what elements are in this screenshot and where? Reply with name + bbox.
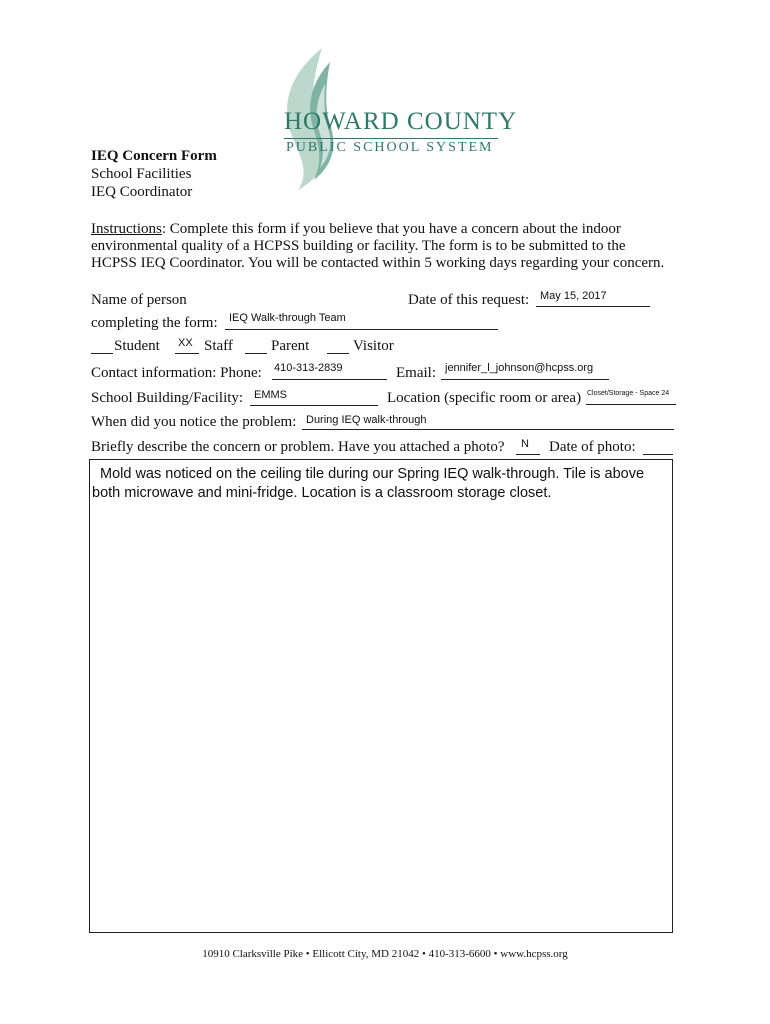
role-row (91, 337, 511, 357)
instructions-line-1 (91, 221, 621, 238)
building-underline (250, 405, 378, 406)
when-underline (302, 429, 674, 430)
name-field[interactable] (225, 312, 498, 330)
form-title: IEQ Concern Form (91, 148, 217, 164)
contact-label: Contact information: Phone: (91, 365, 262, 381)
location-underline (586, 404, 676, 405)
form-subtitle-ieq-coordinator: IEQ Coordinator (91, 184, 193, 200)
photo-date-label: Date of photo: (549, 439, 636, 455)
staff-mark: XX (178, 337, 193, 349)
staff-underline (175, 353, 199, 354)
name-label-2: completing the form: (91, 315, 218, 331)
date-field[interactable] (536, 290, 650, 308)
role-visitor-label: Visitor (353, 338, 394, 354)
logo-divider (284, 138, 498, 139)
date-value: May 15, 2017 (540, 290, 607, 302)
form-subtitle-school-facilities: School Facilities (91, 166, 192, 182)
footer-address: 10910 Clarksville Pike • Ellicott City, MD 21042 • 410-313-6600 • www.hcpss.org (202, 948, 568, 960)
description-text: Mold was noticed on the ceiling tile during our Spring IEQ walk-through. Tile is above both microwave and mini-fridge. Location is a classroom storage closet. (92, 466, 645, 501)
building-label: School Building/Facility: (91, 390, 244, 406)
date-underline (536, 306, 650, 307)
location-value: Closet/Storage - Space 24 (587, 390, 670, 397)
name-label-1: Name of person (91, 292, 187, 308)
when-field[interactable] (302, 413, 674, 431)
phone-underline (272, 379, 387, 380)
when-label: When did you notice the problem: (91, 414, 297, 430)
student-blank[interactable] (91, 353, 113, 354)
staff-blank[interactable] (175, 337, 199, 355)
describe-label: Briefly describe the concern or problem. Have you attached a photo? (91, 439, 505, 455)
photo-field[interactable] (516, 437, 540, 455)
instructions-text-1: : Complete this form if you believe that you have a concern about the indoor (161, 221, 621, 237)
name-underline (225, 329, 498, 330)
hcpss-logo (270, 44, 518, 194)
instructions-line-2: environmental quality of a HCPSS building or facility. The form is to be submitted to the (91, 238, 626, 254)
email-field[interactable] (441, 362, 609, 380)
photo-date-blank[interactable] (643, 454, 673, 455)
email-label: Email: (396, 365, 436, 381)
role-parent-label: Parent (271, 338, 310, 354)
name-value: IEQ Walk-through Team (229, 312, 346, 324)
email-value: jennifer_l_johnson@hcpss.org (445, 362, 594, 374)
parent-blank[interactable] (245, 353, 267, 354)
logo-line-1: HOWARD COUNTY (284, 108, 518, 135)
description-box[interactable] (89, 459, 673, 933)
photo-value: N (521, 438, 529, 450)
role-staff-label: Staff (204, 338, 233, 354)
phone-value: 410-313-2839 (274, 362, 343, 374)
logo-line-2: PUBLIC SCHOOL SYSTEM (286, 140, 494, 155)
location-label: Location (specific room or area) (387, 390, 582, 406)
instructions-line-3: HCPSS IEQ Coordinator. You will be contacted within 5 working days regarding your concern. (91, 255, 665, 271)
building-field[interactable] (250, 388, 378, 406)
phone-field[interactable] (272, 362, 387, 380)
photo-underline (516, 454, 540, 455)
building-value: EMMS (254, 389, 287, 401)
visitor-blank[interactable] (327, 353, 349, 354)
date-label: Date of this request: (408, 292, 530, 308)
location-field[interactable] (586, 388, 676, 406)
instructions-label: Instructions (91, 221, 162, 237)
role-student-label: Student (114, 338, 160, 354)
email-underline (441, 379, 609, 380)
when-value: During IEQ walk-through (306, 414, 427, 426)
